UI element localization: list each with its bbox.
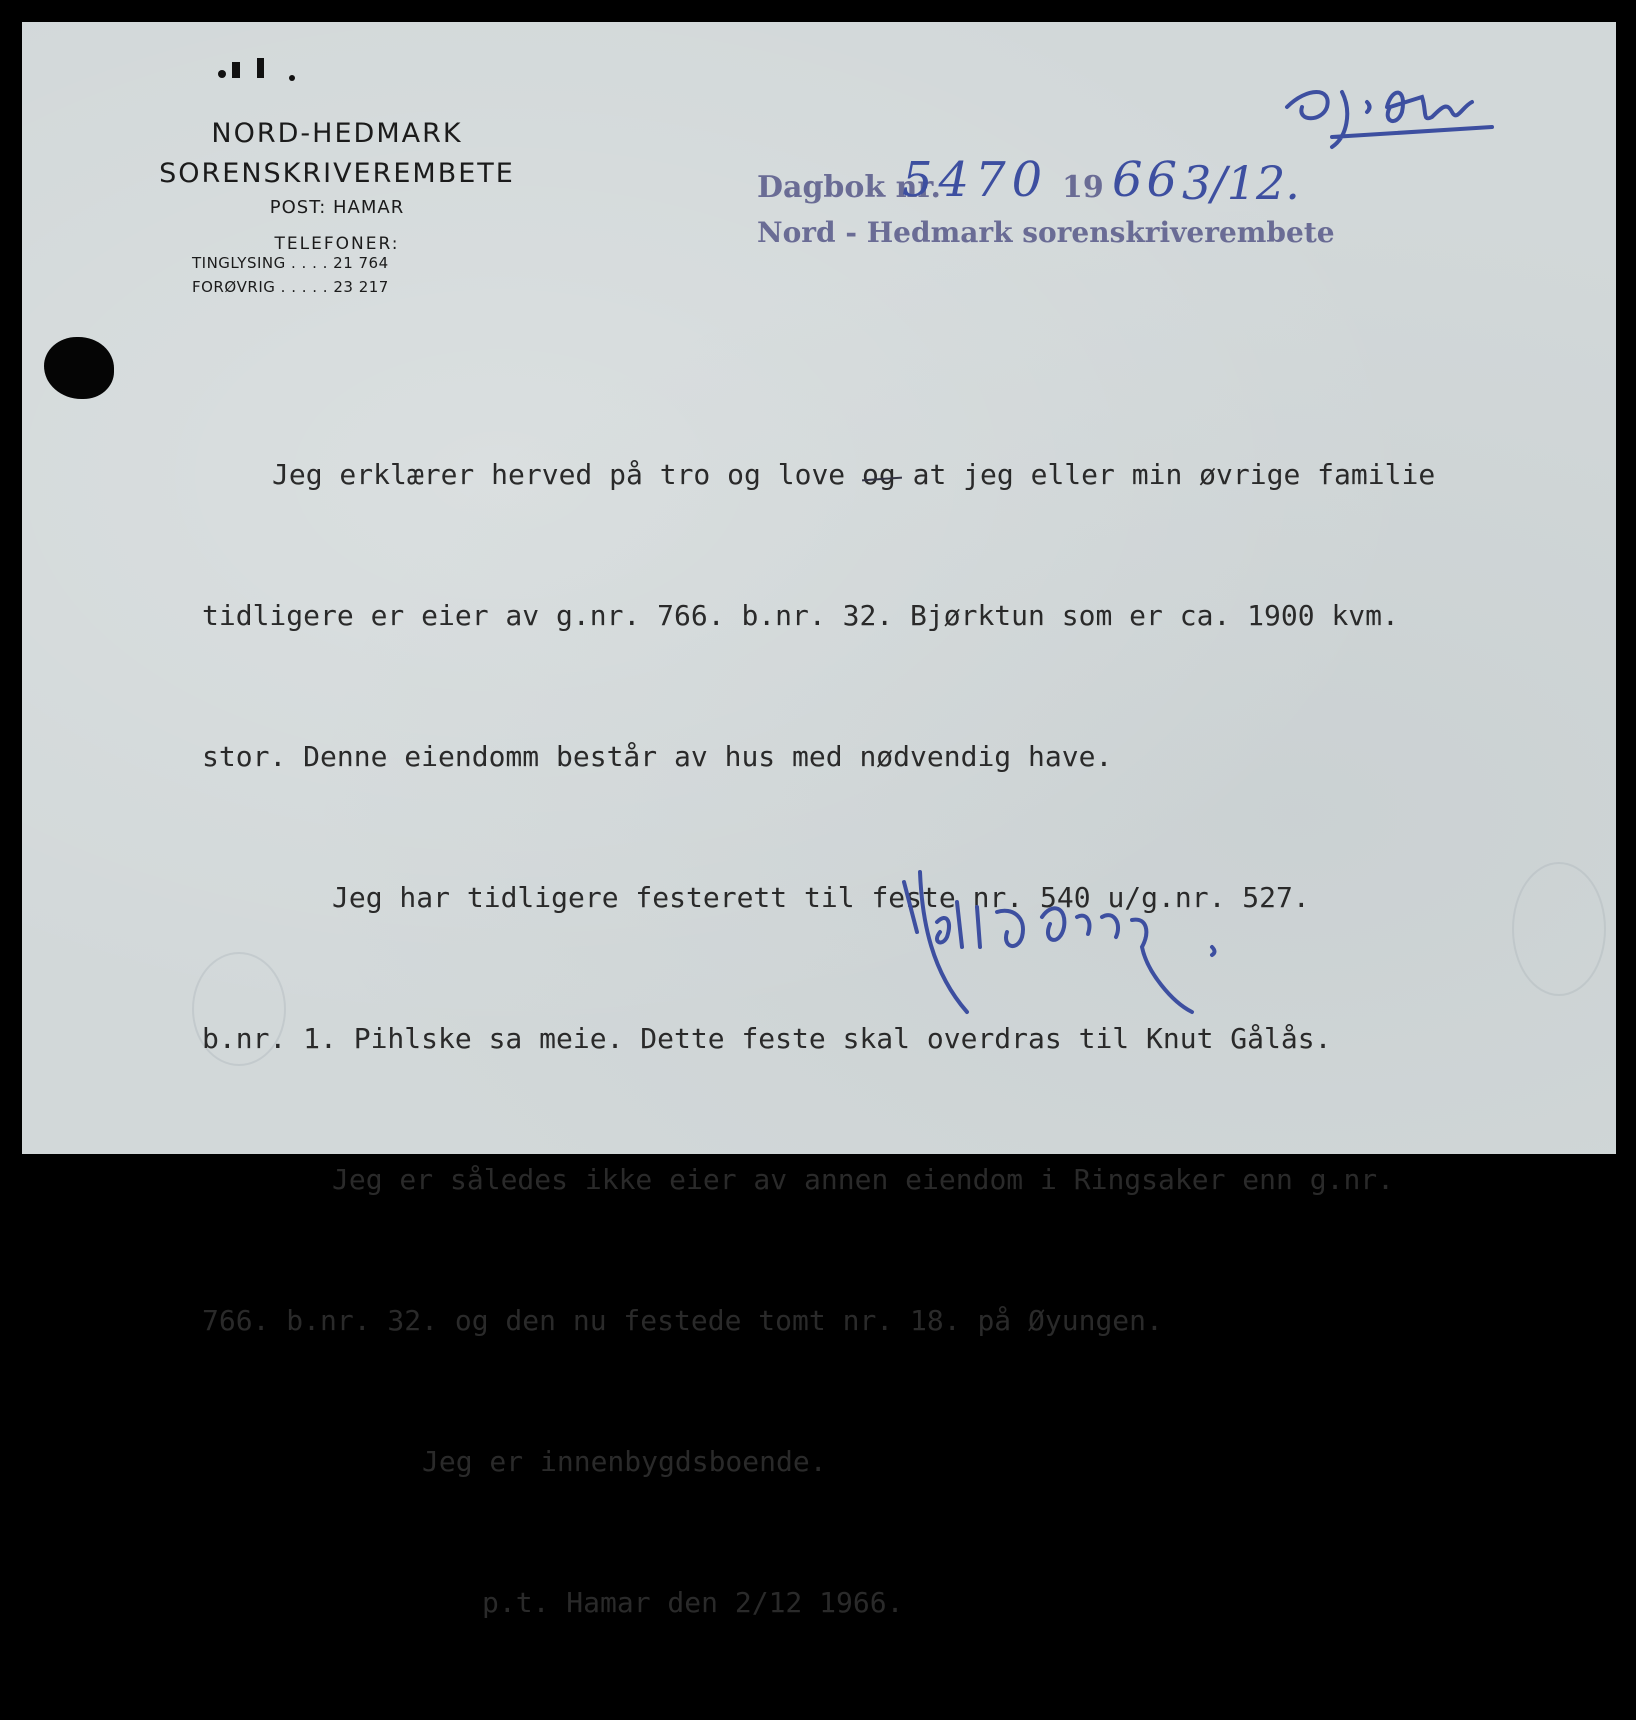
body-line-4: Jeg har tidligere festerett til feste nr. 540 u/g.nr. 527. [332, 881, 1310, 914]
handwritten-year-suffix: 66 [1112, 152, 1182, 208]
letterhead-telephones-label: TELEFONER: [274, 234, 400, 254]
struck-word: og [862, 458, 896, 491]
letterhead-phone-row-1: TINGLYSING . . . . 21 764 [192, 254, 389, 272]
letterhead-line2: SORENSKRIVEREMBETE [159, 158, 515, 189]
body-line-1: Jeg erklærer herved på tro og love og at jeg eller min øvrige familie [272, 458, 1436, 491]
body-line-7: 766. b.nr. 32. og den nu festede tomt nr. 18. på Øyungen. [202, 1304, 1163, 1337]
stamp-office-name: Nord - Hedmark sorenskriverembete [757, 216, 1335, 249]
body-line-5: b.nr. 1. Pihlske sa meie. Dette feste skal overdras til Knut Gålås. [202, 1022, 1332, 1055]
corner-mark [212, 52, 307, 82]
handwritten-initials [1272, 67, 1532, 157]
letterhead [102, 114, 572, 256]
stamp-dagbok-label: Dagbok nr. [757, 170, 941, 205]
body-line-6: Jeg er således ikke eier av annen eiendom i Ringsaker enn g.nr. [332, 1163, 1395, 1196]
letterhead-line1: NORD-HEDMARK [211, 118, 463, 149]
body-line-3: stor. Denne eiendomm består av hus med nødvendig have. [202, 740, 1113, 773]
stamp-year-prefix: 19 [1062, 170, 1104, 205]
watermark-circle-right [1512, 862, 1606, 996]
body-line-2: tidligere er eier av g.nr. 766. b.nr. 32. Bjørktun som er ca. 1900 kvm. [202, 599, 1399, 632]
document-page [22, 22, 1616, 1619]
letterhead-post: POST: HAMAR [269, 197, 405, 218]
handwritten-journal-number: 5470 [902, 152, 1049, 208]
body-line-9: p.t. Hamar den 2/12 1966. [482, 1586, 904, 1619]
signature [892, 862, 1252, 1052]
punch-hole [44, 337, 114, 399]
letterhead-phone-row-2: FORØVRIG . . . . . 23 217 [192, 278, 389, 296]
body-line-8: Jeg er innenbygdsboende. [422, 1445, 827, 1478]
handwritten-date: 3/12. [1182, 156, 1300, 210]
